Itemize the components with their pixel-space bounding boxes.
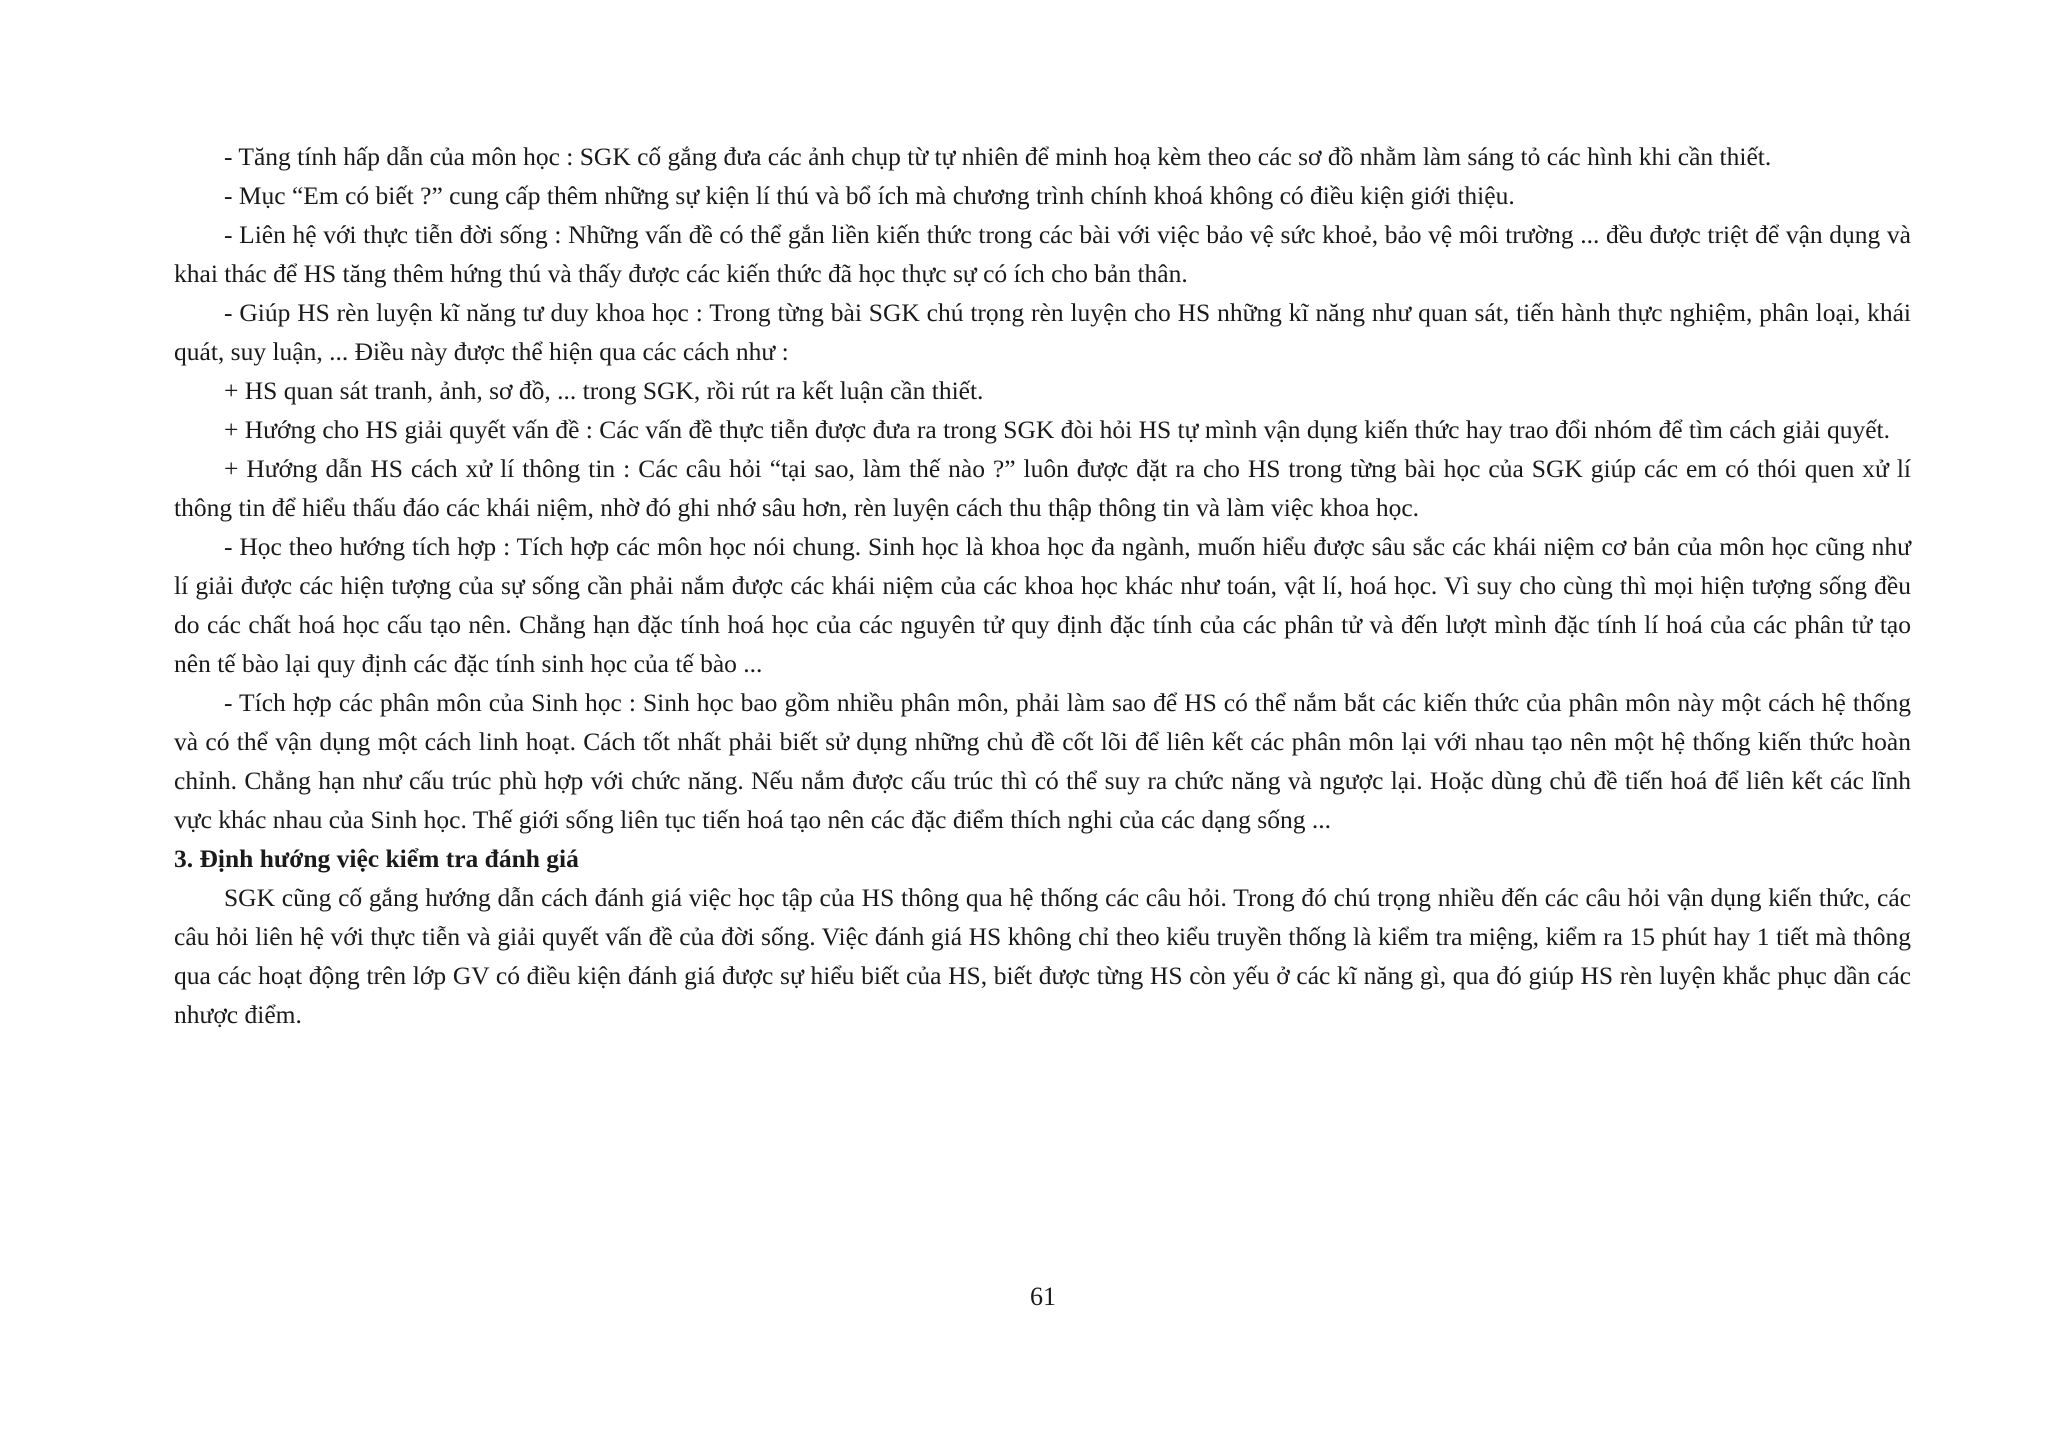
paragraph-real-life-link: - Liên hệ với thực tiễn đời sống : Những vấn đề có thể gắn liền kiến thức trong các bài với việc bảo vệ sức khoẻ, bảo vệ môi trường ... đều được triệt để vận dụng và khai thác để HS tăng thêm hứng thú và thấy được các kiến thức đã học thực sự có ích cho bản thân.	[174, 220, 1911, 288]
paragraph-integrated-learning: - Học theo hướng tích hợp : Tích hợp các môn học nói chung. Sinh học là khoa học đa ngành, muốn hiểu được sâu sắc các khái niệm cơ bản của môn học cũng như lí giải được các hiện tượng của sự sống cần phải nắm được các khái niệm của các khoa học khác như toán, vật lí, hoá học. Vì suy cho cùng thì mọi hiện tượng sống đều do các chất hoá học cấu tạo nên. Chẳng hạn đặc tính hoá học của các nguyên tử quy định đặc tính của các phân tử và đến lượt mình đặc tính lí hoá của các phân tử tạo nên tế bào lại quy định các đặc tính sinh học của tế bào ...	[174, 532, 1911, 678]
paragraph-biology-subdisciplines: - Tích hợp các phân môn của Sinh học : Sinh học bao gồm nhiều phân môn, phải làm sao để HS có thể nắm bắt các kiến thức của phân môn này một cách hệ thống và có thể vận dụng một cách linh hoạt. Cách tốt nhất phải biết sử dụng những chủ đề cốt lõi để liên kết các phân môn lại với nhau tạo nên một hệ thống kiến thức hoàn chỉnh. Chẳng hạn như cấu trúc phù hợp với chức năng. Nếu nắm được cấu trúc thì có thể suy ra chức năng và ngược lại. Hoặc dùng chủ đề tiến hoá để liên kết các lĩnh vực khác nhau của Sinh học. Thế giới sống liên tục tiến hoá tạo nên các đặc điểm thích nghi của các dạng sống ...	[174, 688, 1911, 834]
paragraph-scientific-thinking: - Giúp HS rèn luyện kĩ năng tư duy khoa học : Trong từng bài SGK chú trọng rèn luyện cho HS những kĩ năng như quan sát, tiến hành thực nghiệm, phân loại, khái quát, suy luận, ... Điều này được thể hiện qua các cách như :	[174, 298, 1911, 366]
paragraph-observe-images: + HS quan sát tranh, ảnh, sơ đồ, ... trong SGK, rồi rút ra kết luận cần thiết.	[224, 376, 984, 405]
paragraph-attractiveness: - Tăng tính hấp dẫn của môn học : SGK cố gắng đưa các ảnh chụp từ tự nhiên để minh hoạ kèm theo các sơ đồ nhằm làm sáng tỏ các hình khi cần thiết.	[224, 142, 1772, 171]
paragraph-assessment: SGK cũng cố gắng hướng dẫn cách đánh giá việc học tập của HS thông qua hệ thống các câu hỏi. Trong đó chú trọng nhiều đến các câu hỏi vận dụng kiến thức, các câu hỏi liên hệ với thực tiễn và giải quyết vấn đề của đời sống. Việc đánh giá HS không chỉ theo kiểu truyền thống là kiểm tra miệng, kiểm ra 15 phút hay 1 tiết mà thông qua các hoạt động trên lớp GV có điều kiện đánh giá được sự hiểu biết của HS, biết được từng HS còn yếu ở các kĩ năng gì, qua đó giúp HS rèn luyện khắc phục dần các nhược điểm.	[174, 883, 1911, 1029]
section-heading: 3. Định hướng việc kiểm tra đánh giá	[174, 844, 579, 873]
paragraph-information-processing: + Hướng dẫn HS cách xử lí thông tin : Các câu hỏi “tại sao, làm thế nào ?” luôn được đặt ra cho HS trong từng bài học của SGK giúp các em có thói quen xử lí thông tin để hiểu thấu đáo các khái niệm, nhờ đó ghi nhớ sâu hơn, rèn luyện cách thu thập thông tin và làm việc khoa học.	[174, 454, 1911, 522]
page-number: 61	[1030, 1282, 1056, 1311]
paragraph-problem-solving: + Hướng cho HS giải quyết vấn đề : Các vấn đề thực tiễn được đưa ra trong SGK đòi hỏi HS tự mình vận dụng kiến thức hay trao đổi nhóm để tìm cách giải quyết.	[224, 415, 1890, 444]
document-body	[174, 137, 1911, 1034]
paragraph-did-you-know: - Mục “Em có biết ?” cung cấp thêm những sự kiện lí thú và bổ ích mà chương trình chính khoá không có điều kiện giới thiệu.	[224, 181, 1515, 210]
